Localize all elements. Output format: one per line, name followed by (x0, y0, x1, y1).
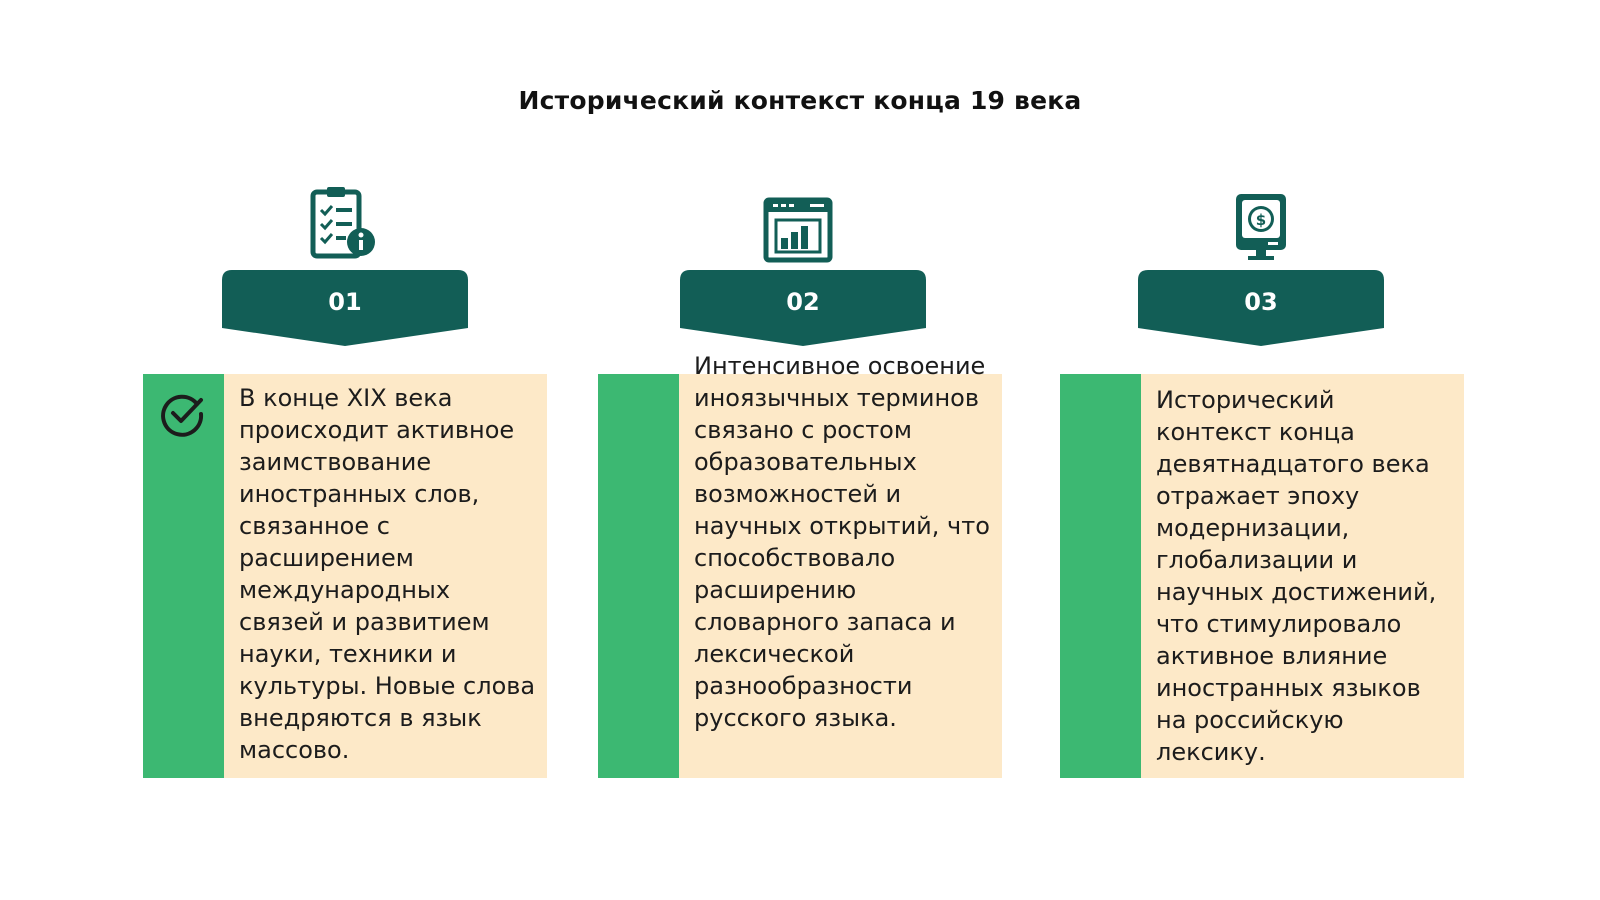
step-card-1 (143, 374, 547, 778)
analytics-window-icon (760, 192, 840, 272)
slide-title: Исторический контекст конца 19 века (518, 86, 1082, 115)
clipboard-info-icon (305, 184, 385, 264)
svg-text:$: $ (1255, 211, 1267, 229)
card-accent-stripe (598, 374, 679, 778)
step-text: Интенсивное освоение иноязычных терминов связано с ростом образовательных возможностей и научных открытий, что способствовало расширению словарного запаса и лексической разнообразности русского языка. (694, 352, 990, 732)
step-badge-1 (222, 270, 468, 346)
step-card-2 (598, 352, 1002, 778)
step-number: 02 (786, 288, 820, 316)
step-badge-3 (1138, 270, 1384, 346)
step-text: В конце XIX века происходит активное заимствование иностранных слов, связанное с расширением международных связей и развитием науки, техники и культуры. Новые слова внедряются в язык массово. (239, 384, 536, 764)
step-number: 01 (328, 288, 362, 316)
step-badge-2 (680, 270, 926, 346)
money-monitor-icon (1222, 188, 1302, 268)
step-card-3 (1060, 374, 1464, 778)
check-circle-icon (159, 390, 207, 438)
card-accent-stripe (143, 374, 224, 778)
step-number: 03 (1244, 288, 1278, 316)
step-text: Исторический контекст конца девятнадцатого века отражает эпоху модернизации, глобализации и научных достижений, что стимулировало активное влияние иностранных языков на российскую лексику. (1156, 386, 1437, 766)
card-accent-stripe (1060, 374, 1141, 778)
